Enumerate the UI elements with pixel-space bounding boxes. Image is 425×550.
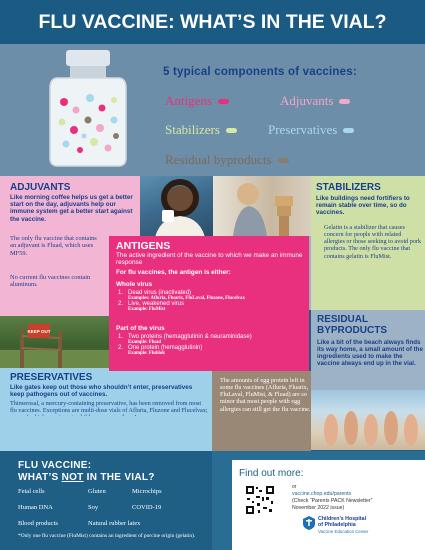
component-label: Residual byproducts xyxy=(165,152,272,167)
adjuvants-title: ADJUVANTS xyxy=(10,182,71,193)
preservatives-section xyxy=(0,368,212,416)
coffee-drinker-photo xyxy=(140,176,213,242)
list-item: 1. Two proteins (hemagglutinin & neuraminidase) xyxy=(118,334,252,340)
pill-icon xyxy=(218,99,229,104)
antigens-title: ANTIGENS xyxy=(116,240,171,252)
org-name-2: of Philadelphia xyxy=(318,522,356,528)
beach-feet-photo xyxy=(311,390,425,450)
example-text: Example: FluMist xyxy=(128,307,166,312)
not-in-vial-title-a: FLU VACCINE: xyxy=(18,460,92,471)
website-link[interactable]: vaccine.chop.edu/parents xyxy=(292,491,352,497)
org-name-3: Vaccine Education Center xyxy=(318,529,369,534)
org-name-1: Children’s Hospital xyxy=(318,516,367,522)
vial-illustration xyxy=(36,48,140,168)
list-item: Natural rubber latex xyxy=(88,520,141,527)
or-text: or xyxy=(292,484,297,490)
list-item: Gluten xyxy=(88,488,106,495)
keep-out-sign-text: KEEP OUT xyxy=(27,329,51,334)
antigens-whole-list xyxy=(118,290,304,312)
adjuvants-body-2: No current flu vaccines contain aluminum. xyxy=(10,274,91,289)
stabilizers-lead: Like buildings need fortifiers to remain stable over time, so do vaccines. xyxy=(316,195,410,217)
stabilizers-body: Gelatin is a stabilizer that causes concern for people with related allergies or those seeking to avoid pork products. The only flu vaccine that contains gelatin is FluMist. xyxy=(324,224,422,260)
antigens-section xyxy=(109,236,309,371)
preservatives-title: PRESERVATIVES xyxy=(10,372,93,383)
pill-icon xyxy=(278,158,289,163)
component-label: Antigens xyxy=(165,93,212,108)
component-label: Adjuvants xyxy=(280,93,334,108)
child-building-blocks-photo xyxy=(213,176,311,236)
list-item: 2. One protein (hemagglutinin) xyxy=(118,345,203,351)
list-item: Fetal cells xyxy=(18,488,45,495)
antigens-part-title: Part of the virus xyxy=(116,325,165,332)
list-item: COVID-19 xyxy=(132,504,162,511)
find-out-card xyxy=(232,460,425,550)
not-emphasis: NOT xyxy=(61,472,84,483)
example-text: Example: Fluad xyxy=(128,340,161,345)
pill-icon xyxy=(226,128,237,133)
residual-detail xyxy=(212,371,311,451)
not-in-vial-section xyxy=(0,451,212,550)
stabilizers-detail xyxy=(311,224,425,310)
stabilizers-title: STABILIZERS xyxy=(316,182,381,193)
antigens-lead: The active ingredient of the vaccine to which we make an immune response xyxy=(116,252,303,267)
residual-body: The amounts of egg protein left in some flu vaccines (Afluria, Fluarix, FluLaval, FluMist, & Fluad) are so minor that most people with egg allergies can still get the flu vaccine. xyxy=(220,377,311,413)
antigens-whole-title: Whole virus xyxy=(116,281,153,288)
list-item: 1. Dead virus (inactivated) xyxy=(118,290,192,296)
list-item: Blood products xyxy=(18,520,58,527)
preservatives-lead: Like gates keep out those who shouldn’t enter, preservatives keep pathogens out of vaccines. xyxy=(10,384,193,399)
not-in-vial-footnote: *Only one flu vaccine (FluMist) contains an ingredient of porcine origin (gelatin). xyxy=(18,533,196,539)
chop-logo-icon xyxy=(303,516,315,530)
page-title: FLU VACCINE: WHAT’S IN THE VIAL? xyxy=(0,0,425,44)
pill-icon xyxy=(339,99,350,104)
component-antigens xyxy=(165,93,229,109)
example-text: Example: Flublok xyxy=(128,351,165,356)
adjuvants-lead: Like morning coffee helps us get a better start on the day, adjuvants help our immune system get a better start against the vaccine. xyxy=(10,194,133,223)
antigens-part-list xyxy=(118,334,304,356)
preservatives-body: Thimerosal, a mercury-containing preservative, has been removed from most flu vaccines. Exceptions are multi-dose vials of Afluria, Fluzone and Flucelvax; xyxy=(10,400,208,414)
keep-out-gate-photo xyxy=(0,316,109,368)
pill-icon xyxy=(343,128,354,133)
list-item: 2. Live, weakened virus xyxy=(118,301,185,307)
component-label: Preservatives xyxy=(268,122,338,137)
component-label: Stabilizers xyxy=(165,122,220,137)
list-item: Microchips xyxy=(132,488,162,495)
list-item: Human DNA xyxy=(18,504,53,511)
adjuvants-body-1: The only flu vaccine that contains an adjuvant is Fluad, which uses MF59. xyxy=(10,235,97,257)
qr-code-icon[interactable] xyxy=(245,485,275,515)
preservatives-filler xyxy=(0,416,212,451)
components-heading: 5 typical components of vaccines: xyxy=(163,66,357,78)
list-item: Soy xyxy=(88,504,99,511)
not-in-vial-title-b: WHAT’S NOT IN THE VIAL? xyxy=(18,472,155,483)
residual-title: RESIDUAL BYPRODUCTS xyxy=(317,314,388,336)
component-stabilizers xyxy=(165,122,237,138)
antigens-intro: For flu vaccines, the antigen is either: xyxy=(116,269,231,276)
residual-lead: Like a bit of the beach always finds its way home, a small amount of the ingredients used to make the vaccine always end up in the vial. xyxy=(317,339,423,368)
component-adjuvants xyxy=(280,93,350,109)
component-preservatives xyxy=(268,122,354,138)
find-out-title: Find out more: xyxy=(239,468,304,479)
newsletter-issue: November 2022 issue) xyxy=(292,505,345,511)
residual-section xyxy=(311,310,425,390)
example-text: Examples: Afluria, Fluarix, FluLaval, Fluzone, Flucelvax xyxy=(128,296,245,301)
newsletter-note: (Check “Parents PACK Newsletter” xyxy=(292,498,373,504)
component-residual xyxy=(165,152,289,168)
